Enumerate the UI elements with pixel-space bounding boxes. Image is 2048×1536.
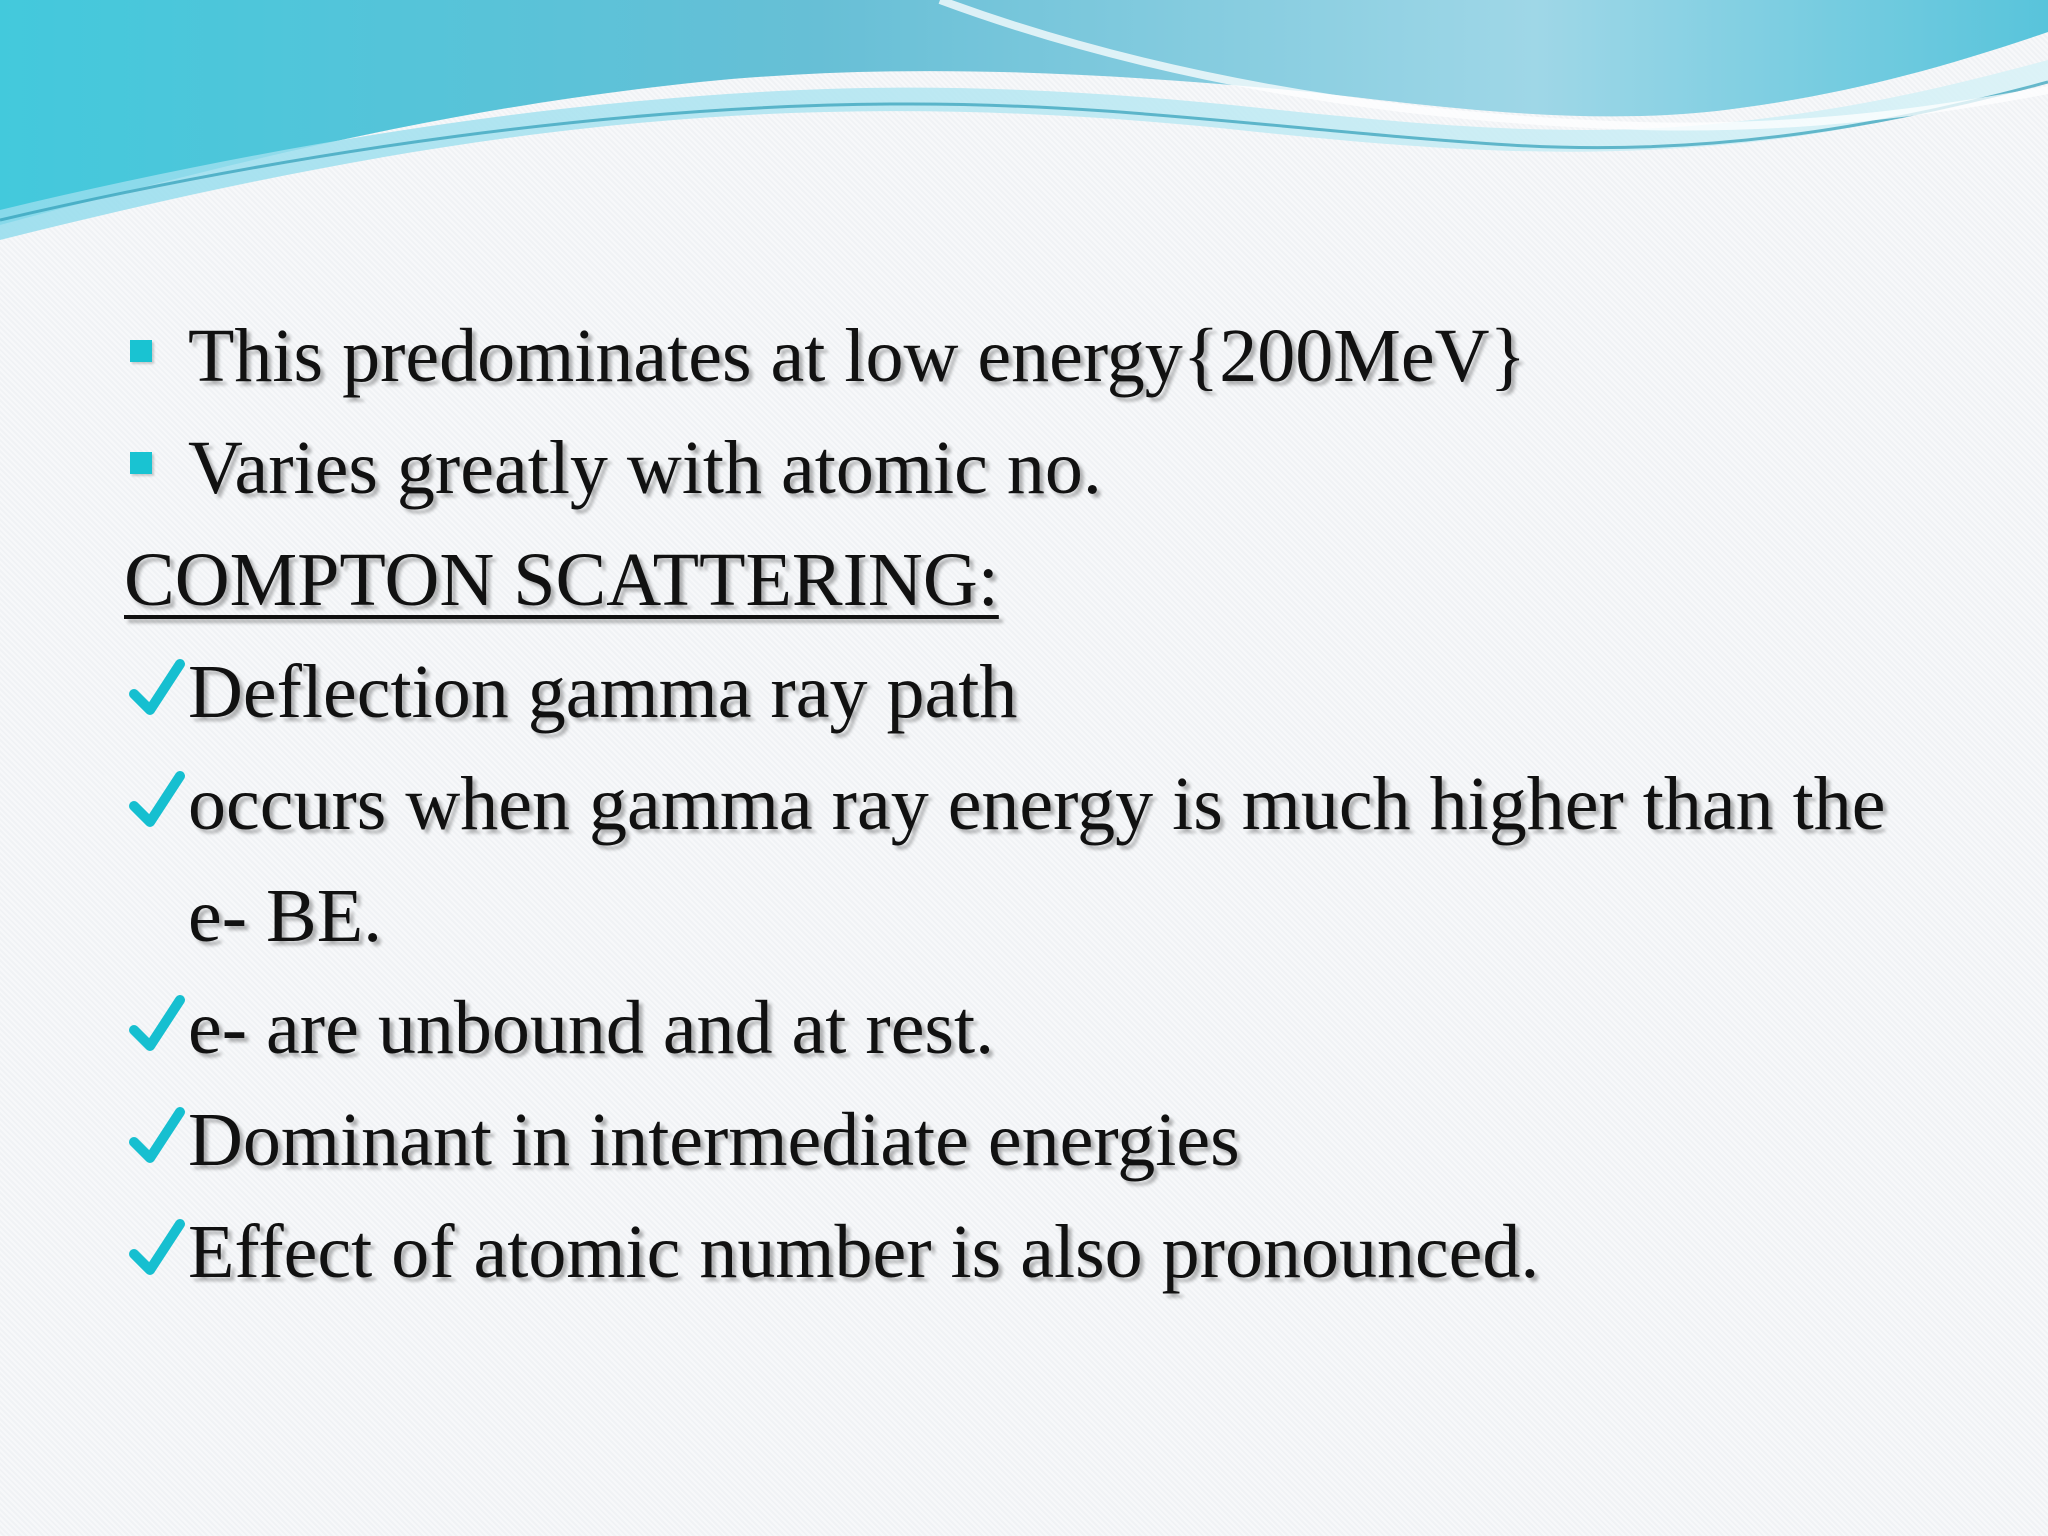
check-text: Effect of atomic number is also pronounced. [188, 1210, 1540, 1294]
check-item-atomic-effect [120, 1196, 1940, 1308]
bullet-item-atomic-number [120, 412, 1940, 524]
check-text: Dominant in intermediate energies [188, 1098, 1240, 1182]
bullet-item-low-energy [120, 300, 1940, 412]
check-text: occurs when gamma ray energy is much higher than the e- BE. [188, 762, 1886, 958]
check-text: Deflection gamma ray path [188, 650, 1018, 734]
wave-header-decoration [0, 0, 2048, 260]
check-item-intermediate [120, 1084, 1940, 1196]
check-item-higher-energy [120, 748, 1928, 972]
check-item-deflection [120, 636, 1940, 748]
bullet-text: Varies greatly with atomic no. [188, 426, 1102, 510]
bullet-text: This predominates at low energy{200MeV} [188, 314, 1526, 398]
section-heading [120, 524, 1940, 636]
square-bullet-icon [130, 452, 152, 474]
checkmark-icon [128, 654, 186, 724]
check-text: e- are unbound and at rest. [188, 986, 995, 1070]
check-item-unbound [120, 972, 1940, 1084]
checkmark-icon [128, 1214, 186, 1284]
square-bullet-icon [130, 340, 152, 362]
checkmark-icon [128, 990, 186, 1060]
slide-content [120, 300, 1940, 1308]
checkmark-icon [128, 1102, 186, 1172]
checkmark-icon [128, 766, 186, 836]
heading-text: COMPTON SCATTERING: [124, 538, 999, 622]
